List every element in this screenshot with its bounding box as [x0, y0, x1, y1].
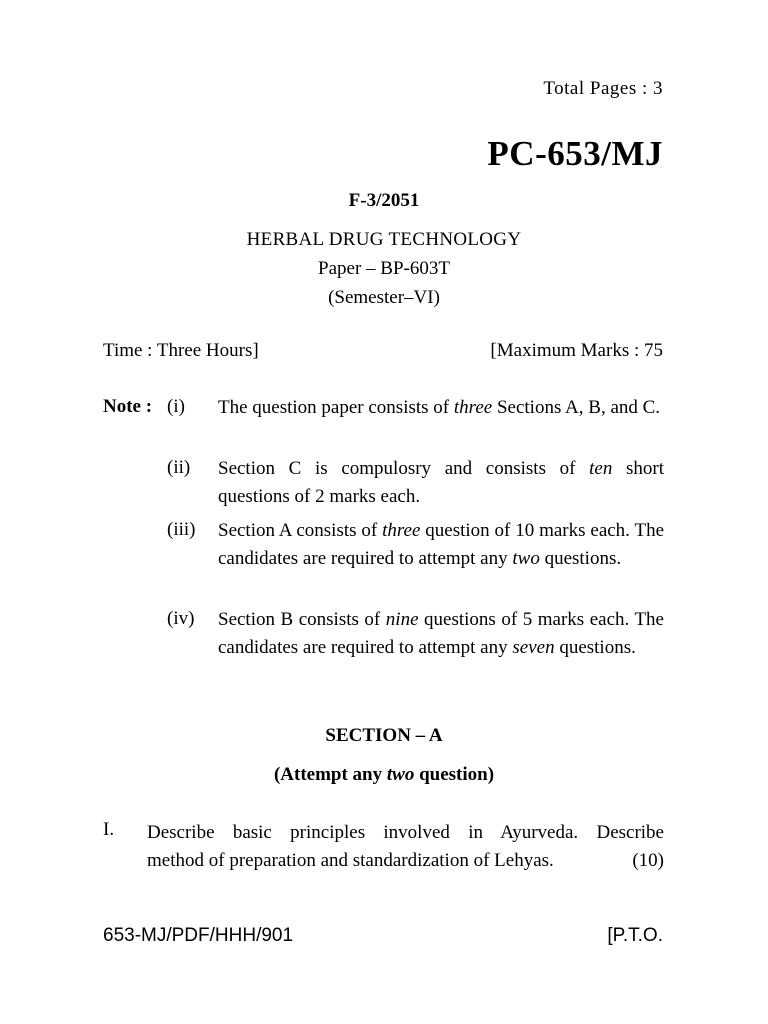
section-a-instruction: (Attempt any two question)	[273, 764, 495, 785]
note-item-number: (i)	[167, 396, 185, 417]
exam-time: Time : Three Hours]	[103, 340, 259, 361]
footer-pto: [P.T.O.	[607, 925, 663, 946]
note-item-text: Section A consists of three question of 10 marks each. The candidates are required to attempt any two questions.	[218, 520, 664, 569]
note-label: Note :	[103, 396, 153, 417]
note-item-text: The question paper consists of three Sections A, B, and C.	[218, 397, 661, 418]
note-item-number: (ii)	[167, 457, 191, 478]
note-item-number: (iv)	[167, 608, 195, 629]
total-pages: Total Pages : 3	[543, 78, 663, 99]
question-line: Describe basic principles involved in Ayurveda. Describe	[147, 822, 664, 843]
paper-code: PC-653/MJ	[487, 134, 663, 173]
note-item-text: Section B consists of nine questions of 5 marks each. The candidates are required to attempt any seven questions.	[218, 609, 664, 658]
question-marks: (10)	[632, 850, 664, 871]
subject-title: HERBAL DRUG TECHNOLOGY	[246, 229, 522, 250]
question-line-text: method of preparation and standardization of Lehyas.	[147, 850, 554, 871]
question-line	[147, 847, 664, 875]
form-code: F-3/2051	[348, 190, 420, 211]
paper-number: Paper – BP-603T	[318, 258, 450, 279]
semester: (Semester–VI)	[328, 287, 440, 308]
section-a-title: SECTION – A	[325, 725, 443, 746]
question-number: I.	[103, 819, 115, 840]
footer-code: 653-MJ/PDF/HHH/901	[103, 925, 294, 946]
note-item-text: Section C is compulosry and consists of ten short questions of 2 marks each.	[218, 458, 665, 507]
note-item-number: (iii)	[167, 519, 196, 540]
question-text	[147, 819, 664, 875]
maximum-marks: [Maximum Marks : 75	[490, 340, 663, 361]
